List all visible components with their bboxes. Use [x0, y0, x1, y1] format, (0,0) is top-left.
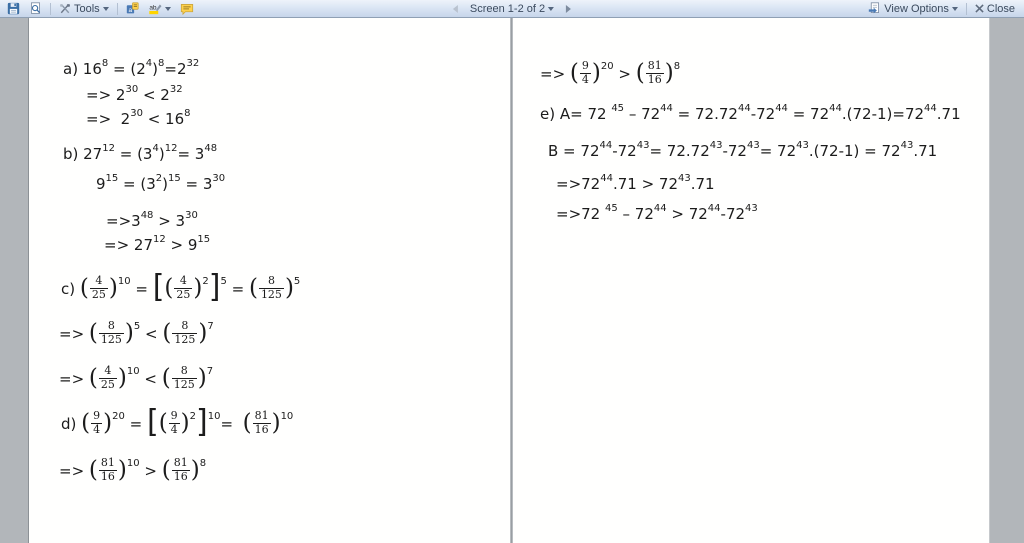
math-paren: ) — [117, 364, 127, 391]
fraction-denominator: 16 — [100, 469, 115, 483]
math-fraction — [172, 320, 197, 346]
math-superscript: 30 — [212, 173, 226, 184]
math-text: = — [124, 415, 147, 433]
math-superscript: 8 — [101, 58, 109, 69]
math-text: .71 — [936, 104, 961, 123]
tools-icon — [59, 3, 71, 15]
math-text: ) — [162, 174, 169, 193]
math-superscript: 20 — [600, 60, 614, 72]
math-text: .(72-1)=72 — [841, 104, 925, 123]
fraction-numerator: 81 — [100, 455, 115, 469]
fraction-numerator: 8 — [181, 318, 189, 332]
math-line — [86, 109, 510, 128]
math-superscript: 43 — [796, 140, 809, 151]
fraction-numerator: 8 — [180, 363, 188, 377]
math-paren: ( — [158, 409, 168, 436]
fraction-denominator: 4 — [170, 422, 178, 436]
math-text: = 3 — [177, 144, 205, 163]
chevron-down-icon — [165, 7, 171, 11]
fraction-denominator: 125 — [173, 377, 195, 391]
math-superscript: 44 — [599, 140, 613, 151]
tools-menu-button[interactable] — [56, 1, 112, 16]
math-text: > — [139, 462, 162, 480]
fraction-numerator: 81 — [647, 58, 662, 72]
math-paren: ( — [635, 59, 645, 86]
math-superscript: 45 — [605, 203, 618, 214]
math-line — [540, 56, 989, 92]
math-text: > — [613, 65, 636, 83]
math-superscript: 12 — [153, 234, 166, 245]
math-text: ) — [152, 59, 159, 78]
math-superscript: 44 — [775, 103, 788, 114]
toolbar-separator — [117, 3, 118, 15]
math-paren: ) — [108, 274, 118, 301]
math-superscript: 10 — [126, 457, 140, 469]
fraction-denominator: 25 — [176, 287, 191, 301]
math-text: – 72 — [617, 204, 654, 223]
math-superscript: 10 — [280, 410, 294, 422]
math-text: => 2 — [86, 85, 126, 104]
math-superscript: 44 — [660, 103, 673, 114]
math-text: =>3 — [106, 211, 141, 230]
fraction-denominator: 16 — [173, 469, 188, 483]
math-text: 9 — [96, 174, 106, 193]
math-fraction — [90, 275, 108, 301]
math-fraction — [169, 410, 180, 436]
math-superscript: 8 — [158, 58, 165, 69]
translate-button[interactable] — [123, 1, 142, 16]
math-paren: ) — [284, 274, 294, 301]
math-paren: ( — [88, 319, 98, 346]
math-superscript: 44 — [737, 103, 751, 114]
toolbar-separator — [966, 3, 967, 15]
math-text: c) — [61, 280, 80, 298]
math-superscript: 5 — [133, 320, 141, 332]
math-line — [556, 174, 989, 193]
highlight-button[interactable] — [145, 1, 174, 16]
print-preview-icon — [29, 2, 42, 15]
fraction-numerator: 9 — [170, 408, 178, 422]
math-bracket: [ — [152, 268, 165, 305]
fraction-denominator: 125 — [100, 332, 122, 346]
math-text: => 2 — [86, 109, 131, 128]
view-options-icon — [868, 2, 881, 15]
tools-label: Tools — [74, 2, 100, 15]
math-paren: ( — [569, 59, 579, 86]
math-fraction — [99, 365, 117, 391]
math-text: -72 — [720, 204, 746, 223]
page-right — [513, 18, 990, 543]
math-line — [86, 85, 510, 104]
math-text: < — [139, 370, 162, 388]
math-line — [556, 204, 989, 223]
math-superscript: 7 — [207, 320, 214, 332]
math-superscript: 43 — [709, 140, 723, 151]
math-superscript: 30 — [125, 84, 139, 95]
fraction-numerator: 9 — [93, 408, 101, 422]
fraction-denominator: 125 — [260, 287, 282, 301]
math-bracket: [ — [146, 403, 159, 440]
math-paren: ) — [103, 409, 113, 436]
math-paren: ) — [197, 364, 207, 391]
math-paren: ( — [248, 274, 258, 301]
math-superscript: 43 — [746, 140, 760, 151]
math-line — [540, 104, 989, 123]
math-paren: ) — [180, 409, 190, 436]
math-superscript: 8 — [199, 457, 207, 469]
math-superscript: 48 — [204, 143, 218, 154]
math-paren: ( — [242, 409, 252, 436]
math-superscript: 30 — [185, 210, 198, 221]
reading-toolbar — [0, 0, 1024, 18]
fraction-numerator: 4 — [95, 273, 103, 287]
math-text: .71 > 72 — [612, 174, 679, 193]
math-text: =2 — [164, 59, 187, 78]
math-paren: ( — [164, 274, 174, 301]
math-line — [59, 316, 510, 352]
math-superscript: 15 — [197, 234, 211, 245]
math-line — [61, 268, 510, 307]
math-superscript: 32 — [186, 58, 200, 69]
close-icon — [975, 4, 984, 13]
math-text: = (3 — [118, 174, 156, 193]
math-text: > 72 — [666, 204, 708, 223]
math-superscript: 10 — [117, 275, 131, 287]
math-superscript: 10 — [207, 410, 221, 422]
math-superscript: 12 — [164, 143, 178, 154]
math-text: > 3 — [153, 211, 186, 230]
math-paren: ( — [161, 456, 171, 483]
save-button[interactable] — [4, 1, 23, 16]
math-text: => — [59, 325, 89, 343]
previous-screen-button[interactable] — [450, 1, 461, 16]
math-line — [548, 141, 989, 160]
math-line — [106, 211, 510, 230]
math-text: < — [140, 325, 163, 343]
math-text: = 72 — [759, 141, 797, 160]
math-text: < 16 — [142, 109, 185, 128]
math-paren: ( — [88, 364, 98, 391]
math-bracket: ] — [196, 403, 208, 440]
math-text: a) 16 — [63, 59, 102, 78]
math-text: = — [226, 280, 249, 298]
next-screen-button[interactable] — [563, 1, 574, 16]
fraction-numerator: 8 — [107, 318, 115, 332]
math-text: e) A= 72 — [540, 104, 612, 123]
math-text: -72 — [750, 104, 776, 123]
math-superscript: 30 — [130, 108, 143, 119]
math-paren: ) — [190, 456, 200, 483]
svg-text:a: a — [128, 6, 132, 14]
highlighter-icon — [148, 2, 162, 15]
math-text: .71 — [913, 141, 938, 160]
arrow-right-icon — [566, 5, 571, 13]
chevron-down-icon — [548, 7, 554, 11]
fraction-denominator: 4 — [93, 422, 101, 436]
fraction-numerator: 9 — [581, 58, 589, 72]
math-superscript: 20 — [112, 410, 125, 422]
math-text: = — [220, 415, 243, 433]
math-superscript: 8 — [184, 108, 191, 119]
chevron-down-icon — [103, 7, 109, 11]
math-line — [59, 361, 510, 397]
math-fraction — [174, 275, 192, 301]
math-paren: ) — [193, 274, 203, 301]
page-left — [28, 18, 510, 543]
math-paren: ( — [162, 319, 172, 346]
math-superscript: 44 — [600, 173, 613, 184]
math-superscript: 44 — [653, 203, 667, 214]
math-superscript: 45 — [611, 103, 625, 114]
math-fraction — [172, 365, 197, 391]
toolbar-left-group — [0, 1, 197, 16]
fraction-numerator: 81 — [173, 455, 188, 469]
math-text: =>72 — [556, 174, 601, 193]
math-superscript: 5 — [220, 275, 227, 287]
screen-navigation — [450, 0, 574, 17]
math-superscript: 5 — [293, 275, 301, 287]
math-fraction — [580, 60, 591, 86]
comment-note-icon — [180, 2, 194, 15]
math-text: ) — [158, 144, 165, 163]
math-superscript: 12 — [102, 143, 115, 154]
math-text: = 72.72 — [649, 141, 710, 160]
fraction-numerator: 8 — [267, 273, 275, 287]
math-superscript: 43 — [745, 203, 758, 214]
save-icon — [7, 2, 20, 15]
math-paren: ( — [79, 274, 89, 301]
math-superscript: 44 — [707, 203, 721, 214]
screen-label: Screen 1-2 of 2 — [469, 2, 546, 15]
math-text: -72 — [722, 141, 747, 160]
math-superscript: 4 — [152, 143, 159, 154]
math-superscript: 2 — [189, 410, 197, 422]
fraction-denominator: 125 — [174, 332, 196, 346]
math-text: = 72 — [787, 104, 830, 123]
math-paren: ( — [88, 456, 98, 483]
math-text: => — [59, 462, 89, 480]
math-paren: ) — [124, 319, 134, 346]
math-superscript: 43 — [678, 173, 691, 184]
math-text: B = 72 — [548, 141, 600, 160]
math-paren: ( — [81, 409, 91, 436]
math-superscript: 44 — [829, 103, 842, 114]
math-superscript: 8 — [673, 60, 681, 72]
fraction-numerator: 4 — [179, 273, 187, 287]
toolbar-right-group — [865, 1, 1024, 16]
math-line — [63, 59, 510, 78]
chevron-down-icon — [952, 7, 958, 11]
svg-text:ab: ab — [149, 4, 157, 12]
math-text: – 72 — [624, 104, 661, 123]
math-paren: ( — [161, 364, 171, 391]
math-paren: ) — [117, 456, 127, 483]
math-paren: ) — [664, 59, 674, 86]
close-button[interactable] — [972, 1, 1018, 16]
math-fraction — [91, 410, 102, 436]
view-options-button[interactable] — [865, 1, 961, 16]
fraction-denominator: 4 — [581, 72, 589, 86]
fraction-denominator: 16 — [254, 422, 269, 436]
reading-area — [0, 18, 1024, 543]
toolbar-separator — [50, 3, 51, 15]
math-text: = 3 — [180, 174, 213, 193]
math-superscript: 43 — [636, 140, 650, 151]
math-superscript: 2 — [155, 173, 163, 184]
math-superscript: 43 — [900, 140, 914, 151]
close-label: Close — [986, 2, 1015, 15]
fraction-denominator: 25 — [100, 377, 115, 391]
math-superscript: 7 — [206, 365, 214, 377]
math-line — [104, 235, 510, 254]
math-text: = 72.72 — [672, 104, 738, 123]
fraction-numerator: 4 — [104, 363, 112, 377]
math-superscript: 32 — [169, 84, 183, 95]
math-superscript: 4 — [145, 58, 153, 69]
math-paren: ) — [271, 409, 281, 436]
screen-selector-button[interactable] — [467, 1, 557, 16]
math-fraction — [259, 275, 284, 301]
math-line — [96, 174, 510, 193]
math-line — [63, 144, 510, 163]
math-text: =>72 — [556, 204, 605, 223]
fraction-denominator: 25 — [91, 287, 106, 301]
math-fraction — [646, 60, 664, 86]
math-line — [59, 453, 510, 489]
math-text: => 27 — [104, 235, 153, 254]
math-text: d) — [61, 415, 82, 433]
fraction-numerator: 81 — [254, 408, 269, 422]
math-text: .71 — [690, 174, 715, 193]
math-superscript: 48 — [140, 210, 154, 221]
math-text: = (3 — [114, 144, 153, 163]
insert-comment-button[interactable] — [177, 1, 197, 16]
print-preview-button[interactable] — [26, 1, 45, 16]
math-superscript: 2 — [202, 275, 209, 287]
view-options-label: View Options — [884, 2, 949, 15]
math-paren: ) — [591, 59, 601, 86]
math-fraction — [253, 410, 271, 436]
math-superscript: 10 — [126, 365, 140, 377]
math-text: > 9 — [165, 235, 198, 254]
math-text: < 2 — [138, 85, 170, 104]
math-fraction — [99, 320, 124, 346]
math-text: .(72-1) = 72 — [808, 141, 901, 160]
math-text: = (2 — [108, 59, 146, 78]
arrow-left-icon — [453, 5, 458, 13]
math-text: => — [59, 370, 89, 388]
math-text: b) 27 — [63, 144, 103, 163]
math-bracket: ] — [208, 268, 221, 305]
fraction-denominator: 16 — [647, 72, 662, 86]
math-superscript: 44 — [924, 103, 937, 114]
math-superscript: 15 — [105, 173, 119, 184]
math-paren: ) — [198, 319, 208, 346]
math-text: -72 — [612, 141, 637, 160]
math-fraction — [172, 457, 190, 483]
math-line — [61, 403, 510, 442]
translate-icon — [126, 2, 139, 15]
math-text: = — [130, 280, 153, 298]
math-text: => — [540, 65, 570, 83]
math-superscript: 15 — [168, 173, 181, 184]
math-fraction — [99, 457, 117, 483]
